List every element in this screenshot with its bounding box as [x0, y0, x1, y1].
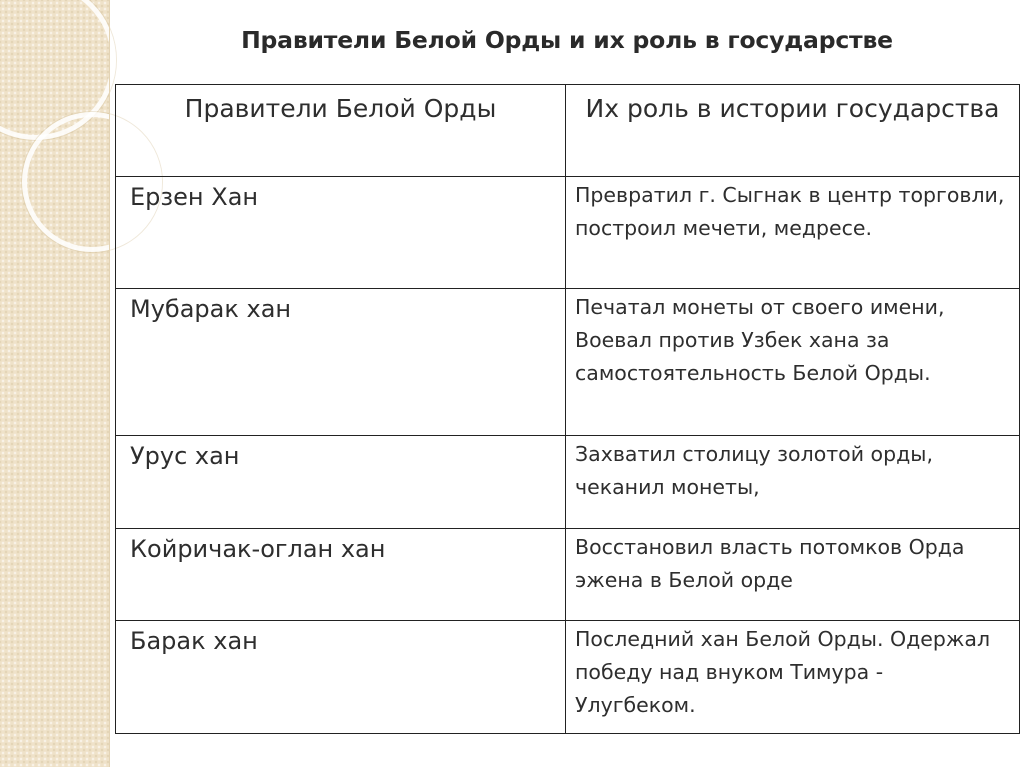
decorative-side-strip [0, 0, 110, 767]
table-row [116, 177, 1020, 289]
rulers-table [115, 84, 1020, 734]
ruler-role: Захватил столицу золотой орды, чеканил монеты, [566, 436, 1020, 529]
ruler-name: Койричак-оглан хан [116, 529, 566, 621]
ruler-role: Превратил г. Сыгнак в центр торговли, построил мечети, медресе. [566, 177, 1020, 289]
table-row [116, 436, 1020, 529]
ruler-name: Барак хан [116, 621, 566, 734]
table-header-row [116, 85, 1020, 177]
ruler-role: Печатал монеты от своего имени, Воевал против Узбек хана за самостоятельность Белой Орды. [566, 289, 1020, 436]
table-row [116, 621, 1020, 734]
ruler-role: Последний хан Белой Орды. Одержал победу над внуком Тимура - Улугбеком. [566, 621, 1020, 734]
ruler-name: Мубарак хан [116, 289, 566, 436]
slide-title: Правители Белой Орды и их роль в государстве [241, 26, 893, 54]
ruler-role: Восстановил власть потомков Орда эжена в Белой орде [566, 529, 1020, 621]
ruler-name: Ерзен Хан [116, 177, 566, 289]
table-row [116, 529, 1020, 621]
table-row [116, 289, 1020, 436]
header-rulers: Правители Белой Орды [116, 85, 566, 177]
ruler-name: Урус хан [116, 436, 566, 529]
header-role: Их роль в истории государства [566, 85, 1020, 177]
